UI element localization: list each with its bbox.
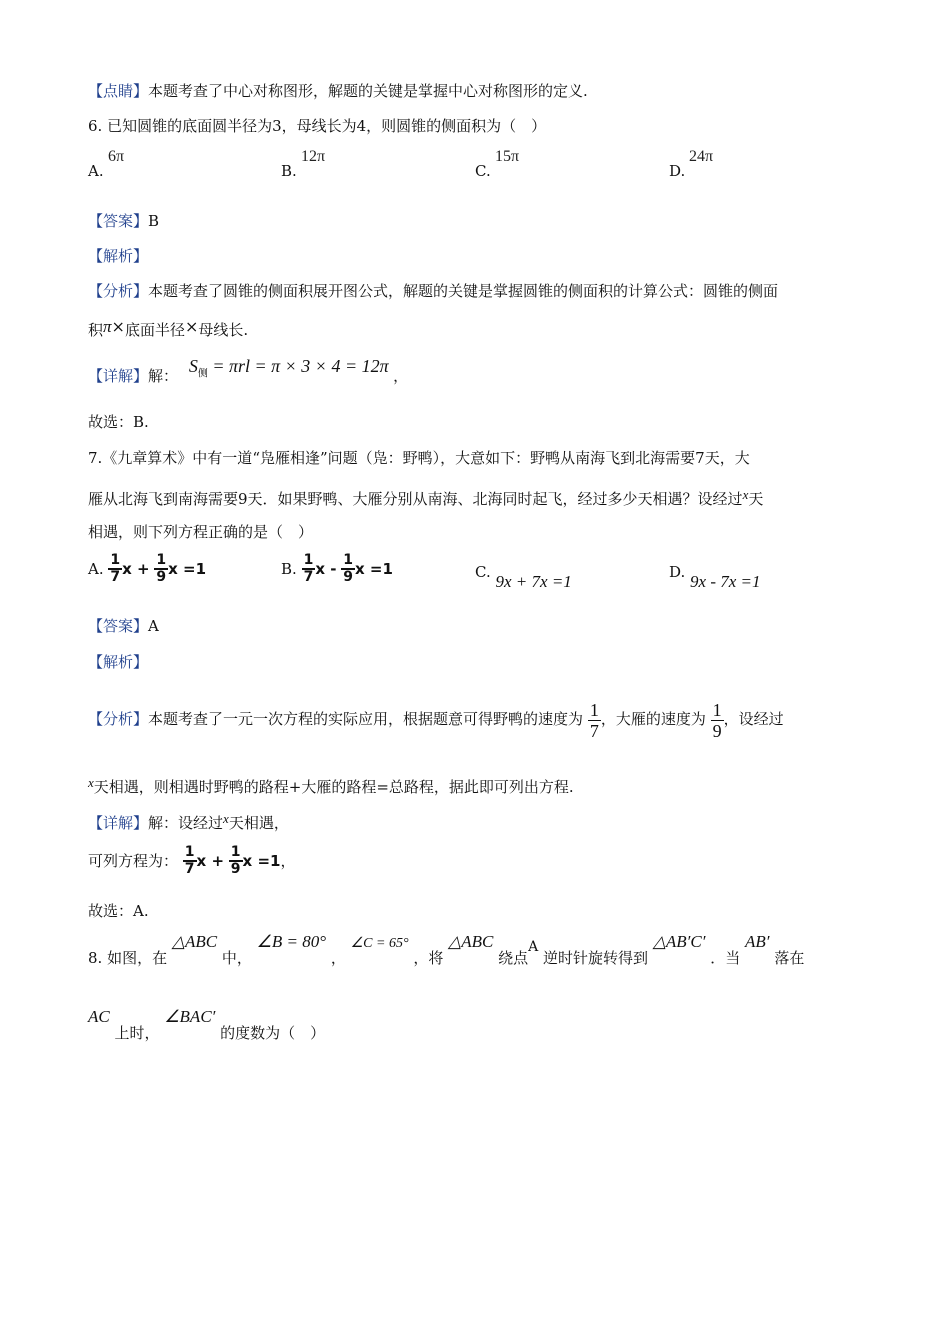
- dianjing-line: [88, 80, 588, 102]
- angle-c: ∠C = 65°: [350, 936, 409, 951]
- xiangjie-text-b: 天相遇，: [228, 814, 289, 832]
- fenxi-text-c: 母线长.: [198, 321, 249, 339]
- q7-jiexi-line: [88, 651, 148, 673]
- option-op: x +: [122, 560, 150, 578]
- q7-fenxi-line2: [88, 772, 574, 798]
- answer-value: B: [148, 212, 160, 230]
- q8-stem-line2: [88, 1005, 325, 1045]
- option-letter: A.: [88, 560, 104, 578]
- q7-option-a: [88, 553, 206, 585]
- fraction-1-9: $\frac{1}{9}$: [343, 552, 353, 585]
- var-x: x: [223, 811, 229, 826]
- option-tail: x =1: [168, 560, 207, 578]
- fraction-1-7: $\frac{1}{7}$: [110, 552, 121, 585]
- eq-tail: x =1: [242, 852, 281, 870]
- formula-comma: ，: [393, 367, 409, 385]
- formula-rest: = πrl = π × 3 × 4 = 12π: [212, 356, 389, 376]
- q8-dang: ．当: [710, 949, 741, 967]
- var-x: x: [88, 775, 94, 790]
- eq-comma: ，: [280, 852, 296, 870]
- var-x: x: [742, 487, 749, 502]
- q7-stem-line2: [88, 484, 763, 510]
- q6-answer-line: [88, 210, 159, 232]
- fenxi-text: 本题考查了圆锥的侧面积展开图公式，解题的关键是掌握圆锥的侧面积的计算公式：圆锥的侧面: [148, 282, 779, 300]
- q6-jiexi-line: [88, 245, 148, 267]
- xiangjie-tag: 【详解】: [88, 814, 149, 832]
- answer-tag: 【答案】: [88, 617, 149, 635]
- triangle-prime: △AB′C′: [652, 932, 706, 951]
- option-value: 9x - 7x =1: [690, 572, 761, 591]
- option-letter: B.: [281, 560, 297, 578]
- q7-option-d: [669, 563, 761, 591]
- lie-text: 可列方程为：: [88, 852, 179, 870]
- option-letter: B.: [281, 162, 297, 180]
- q7-fenxi-line1: [88, 694, 784, 744]
- fraction-1-7: $\frac{1}{7}$: [184, 844, 195, 877]
- option-value: 12π: [301, 148, 326, 165]
- q7-answer-line: [88, 615, 159, 637]
- q8-end: 的度数为（ ）: [220, 1024, 326, 1042]
- option-value: 6π: [108, 148, 125, 165]
- q7-conclusion: 故选：A.: [88, 902, 149, 920]
- xiangjie-text: 解：: [148, 367, 179, 385]
- lateral-area-formula: [188, 356, 393, 380]
- fenxi-text-a: 积: [88, 321, 104, 339]
- q8-rotate: 逆时针旋转得到: [543, 949, 649, 967]
- q7-stem-line3: 相遇，则下列方程正确的是（ ）: [88, 523, 314, 541]
- fenxi-text-c: ，设经过: [723, 710, 784, 728]
- triangle-abc-2: △ABC: [448, 932, 494, 951]
- q8-stem-line1: [88, 930, 804, 970]
- q8-prefix: 8. 如图，在: [88, 949, 168, 967]
- q8-mid: 中，: [221, 949, 252, 967]
- q8-luozai: 落在: [774, 949, 805, 967]
- angle-b: ∠B = 80°: [256, 932, 327, 951]
- fenxi-tag: 【分析】: [88, 710, 149, 728]
- fraction-1-7: $\frac{1}{7}$: [303, 552, 314, 585]
- dianjing-tag: 【点睛】: [88, 82, 149, 100]
- xiangjie-tag: 【详解】: [88, 367, 149, 385]
- q6-fenxi-line1: [88, 280, 778, 302]
- formula-s: S: [188, 356, 198, 376]
- answer-value: A: [148, 617, 159, 635]
- q8-shang: 上时，: [114, 1024, 160, 1042]
- fenxi-text: 天相遇，则相遇时野鸭的路程+大雁的路程=总路程，据此即可列出方程.: [93, 778, 574, 796]
- segment-ab-prime: AB′: [745, 932, 770, 951]
- fenxi-tag: 【分析】: [88, 282, 149, 300]
- option-value: 9x + 7x =1: [495, 572, 572, 591]
- pi-symbol: π: [103, 317, 112, 336]
- option-value: 15π: [495, 148, 520, 165]
- jiexi-tag: 【解析】: [88, 247, 149, 265]
- answer-tag: 【答案】: [88, 212, 149, 230]
- formula-sub: 侧: [197, 368, 208, 380]
- jiexi-tag: 【解析】: [88, 653, 149, 671]
- fraction-1-9: $\frac{1}{9}$: [712, 699, 722, 741]
- angle-bac-prime: ∠BAC′: [164, 1007, 216, 1026]
- option-letter: D.: [669, 563, 686, 581]
- option-letter: A.: [88, 162, 104, 180]
- q7-xiangjie-line: [88, 808, 289, 834]
- dianjing-text: 本题考查了中心对称图形，解题的关键是掌握中心对称图形的定义.: [148, 82, 588, 100]
- q6-fenxi-line2: [88, 316, 248, 341]
- fraction-1-9: $\frac{1}{9}$: [230, 844, 241, 877]
- fenxi-text-b: 底面半径: [124, 321, 185, 339]
- option-letter: C.: [475, 162, 491, 180]
- stem-text-b: 天: [748, 490, 764, 508]
- q8-around: 绕点: [498, 949, 529, 967]
- q7-equation-line: [88, 838, 295, 883]
- option-tail: x =1: [354, 560, 393, 578]
- option-letter: D.: [669, 162, 686, 180]
- option-value: 24π: [689, 148, 714, 165]
- q8-comma2: ，将: [413, 949, 444, 967]
- fraction-1-7: $\frac{1}{7}$: [589, 699, 599, 741]
- times-symbol-2: ×: [184, 317, 199, 336]
- option-op: x -: [315, 560, 337, 578]
- q6-stem: 6. 已知圆锥的底面圆半径为3，母线长为4，则圆锥的侧面积为（ ）: [88, 117, 547, 135]
- segment-ac: AC: [88, 1007, 110, 1026]
- eq-op: x +: [196, 852, 225, 870]
- q6-conclusion: 故选：B.: [88, 413, 149, 431]
- stem-text-a: 雁从北海飞到南海需要9天．如果野鸭、大雁分别从南海、北海同时起飞，经过多少天相遇？设经过: [88, 490, 743, 508]
- triangle-abc: △ABC: [171, 932, 218, 951]
- xiangjie-text-a: 解：设经过: [148, 814, 224, 832]
- point-a: A: [528, 939, 539, 955]
- q7-option-b: [281, 553, 393, 585]
- fraction-1-9: $\frac{1}{9}$: [156, 552, 167, 585]
- fenxi-text-b: ，大雁的速度为: [600, 710, 706, 728]
- q7-stem-line1: 7.《九章算术》中有一道“凫雁相逢”问题（凫：野鸭），大意如下：野鸭从南海飞到北海需要7天，大: [88, 449, 750, 467]
- q6-xiangjie-line: [88, 356, 409, 395]
- q7-option-c: [475, 563, 572, 591]
- q8-comma1: ，: [330, 949, 346, 967]
- fenxi-text-a: 本题考查了一元一次方程的实际应用，根据题意可得野鸭的速度为: [148, 710, 584, 728]
- times-symbol: ×: [111, 317, 125, 336]
- option-letter: C.: [475, 563, 491, 581]
